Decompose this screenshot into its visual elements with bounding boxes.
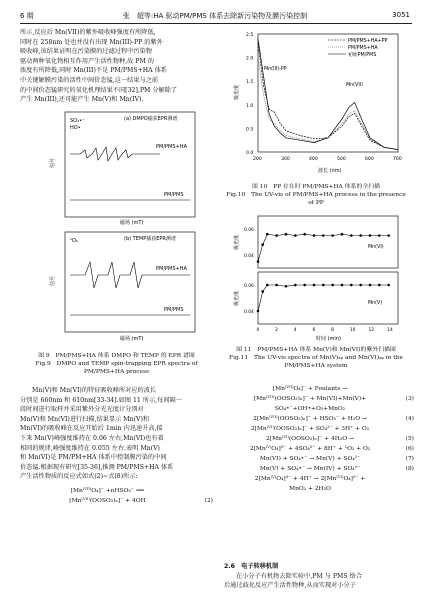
text-line: Mn(VI)的吸收峰在反应开始后 1min 内迅速升高,接 [20,425,163,433]
running-header [20,9,410,23]
fig10-legend-1: PM/PMS+HA+PP [348,39,388,44]
fig9b-frame [65,232,195,332]
equation-line: MnO₂ + 2H₂O [289,486,331,492]
fig11-data-point [303,284,306,287]
fig11-caption-en-1: Fig.11 The UV-vis spectra of Mn(V)ₐᵩ and Mn(VI)ₐᵩ in the [229,355,403,361]
fig9a-spectrum-pmpms-ha [70,147,160,161]
text-line: 吸收峰,该结果证明在污染膜的过滤过程中污染物 [20,48,152,56]
fig11-ytick: 0.06 [244,228,254,233]
text-line: 所示,反应后 Mn(VII)的紫外吸收峰强度有所降低, [20,29,156,36]
text-line: 驱动两种氧化物相互作用产生活性物种,故 PM 的 [20,57,154,65]
fig11-xtick: 6 [312,328,316,333]
fig11a-frame [258,216,398,268]
fig10-xtick: 500 [337,157,346,162]
fig11b-ylabel: 吸光度 [234,290,240,306]
fig10-xlabel: 波长 (nm) [318,168,342,174]
fig9a-line-label-1: PM/PMS+HA [156,144,187,150]
fig10-legend-2: PM/PMS+HA [348,46,378,51]
header-rule [20,23,412,24]
fig9a-legend-ho: HO• [70,125,81,131]
fig10-ytick: 0.5 [246,127,254,133]
fig10-xtick: 200 [253,157,262,162]
fig10-ytick: 1.5 [246,80,254,86]
equation-line: 2[Mn⁽ⱽᴵ⁾(OOSO₃)ₙ]⁻ + SO₄²⁻ + 3H⁺ + O₂ [250,426,370,432]
fig11-ytick: 0.04 [244,310,254,315]
fig11-xtick: 14 [387,328,393,333]
fig11-xtick: 12 [368,328,375,333]
fig9a-ylabel: 信号 [50,157,56,168]
fig10-ytick: 0.0 [246,151,254,156]
fig10-legend-3: 初始PM/PMS [348,53,377,58]
fig11-data-point [369,234,372,237]
text-line: 段时间进行取样并采用紫外分光光度计分别对 [20,406,144,414]
fig10-annot-mn7: Mn(VII) [346,83,364,88]
fig11-data-point [294,234,297,237]
text-line: 后通过歧化反应产生活性物种,从而实现对小分子 [224,582,356,590]
fig11-data-point [378,234,381,237]
fig10-xtick-group [253,156,402,162]
fig11-data-point [261,243,264,246]
fig9a-title: (a) DMPO捕获EPR测谱 [124,116,178,122]
fig10-ytick: 2.0 [246,56,254,62]
fig11-data-point [285,285,288,288]
equation-line: 2[Mn⁽ⱽᴵᴵ⁾(OOSO₃)ₙ]⁻ + HSO₅⁻ + H₂O → (4) [253,416,414,422]
fig9b-line-label-1: PM/PMS+HA [156,266,187,272]
fig10-ytick: 2.5 [246,33,254,38]
fig9-caption-cn: 图 9 PM/PMS+HA 体系 DMPO 和 TEMP 的 EPR 谱图 [38,353,195,359]
equation-line: SO₄•⁻+OH•+O₂+MnO₂ [274,406,346,412]
fig11-data-point [387,284,390,287]
fig10-ytick: 1.0 [246,103,254,109]
fig11-data-point [275,284,278,287]
fig11-xtick: 10 [349,328,356,333]
fig11-data-point [261,290,264,293]
fig10-series-group [258,39,398,150]
fig11-data-point [322,234,325,237]
fig11b-frame [258,272,398,324]
fig10-caption-en-2: of PP [308,200,324,206]
fig10-xtick: 300 [281,157,290,162]
text-line: 在小分子有机物去除实验中,PM 与 PMS 络合 [236,572,362,580]
text-line: 相同的规律,峰强度维持在 0.055 左右.表明 Mn(V) [20,444,160,452]
fig10-series-line-1 [258,43,398,149]
equation-line: 2[Mn⁽ⱽᴵ⁾(OOSO₃)ₙ]⁻ + 4H₂O → (5) [266,436,414,442]
text-line: 的中间价态锰研究的氧化机理结果不同[32],PM 分解除了 [20,86,178,94]
fig10-caption-cn: 图 10 PP 存在时 PM/PMS+HA 体系的全扫描 [251,184,381,190]
fig11-uvvis-chart [228,212,408,344]
fig11-data-point [285,233,288,236]
fig11-ytick: 0.04 [244,254,254,259]
section-2-6 [224,562,414,591]
equation-line: [Mn⁽ⱽᴵᴵ⁾(OOSO₃)ₙ]⁻ + Mn(VI)+Mn(V)+ (3) [253,396,414,402]
fig11-data-point [275,234,278,237]
equation-line: 2[Mn⁽ⱽ⁾O₄]³⁻ + 4H⁺ → 2[Mn⁽ⱽᴵ⁾O₄]²⁻ + [254,476,366,482]
equation-line: 2[Mn⁽ⱽ⁾O₄]³⁻ + 4SO₄²⁻ + 8H⁺ + ¹O₂ + O₂ (6) [249,446,414,452]
text-line: Mn(V)和 Mn(VI)进行扫描,结果显示 Mn(V)和 [20,415,150,423]
fig9-caption-en-1: Fig.9 DMPO and TEMP spin-trapping EPR spectra of [35,361,198,367]
fig11-data-point [341,284,344,287]
issue-number: 6 期 [20,12,34,20]
fig9b-line-label-2: PM/PMS [164,307,184,313]
fig9b-legend-1o2: ¹O₂ [70,238,78,244]
fig11-data-point [369,284,372,287]
fig10-xtick: 700 [393,157,402,162]
text-line: 浓度有所降低,同时 Mn(III)不是 PM/PMS+HA 体系 [20,67,167,75]
fig10-series-line-3 [258,39,398,150]
fig11-data-point [266,284,269,287]
fig9b-xlabel: 磁场 (mT) [120,336,144,342]
text-line: Mn(V)和 Mn(VI)的特征吸收峰所对应的波长 [32,387,157,394]
fig11-xlabel: 时间 (min) [316,336,341,342]
fig9a-xlabel: 磁场 (mT) [120,220,144,226]
text-line: 价态锰.根据现有研究[35-36],推测 PM/PMS+HA 体系 [20,463,174,471]
text-line: 同时在 258nm 处也并没有出现 Mn(III)-PP 的紫外 [20,38,163,46]
fig11-data-point [359,234,362,237]
text-line: 和 Mn(VI)是 PM/PM+HA 体系中控制膜污染的中间 [20,454,167,462]
fig10-caption-en-1: Fig.10 The UV-vis of PM/PMS+HA process in the presence [226,192,406,198]
fig11-data-point [359,284,362,287]
fig11-data-point [294,284,297,287]
page-number: 3051 [392,11,410,19]
fig9a-legend-so4: SO₄•⁻ [70,118,85,124]
equation-line: [Mn⁽ⱽᴵᴵ⁾(OOSO₃)ₙ]⁻ + 4OH (2) [69,498,213,504]
fig9b-title: (b) TEMP捕获EPR测谱 [124,236,176,242]
fig11-data-point [331,234,334,237]
equation-line: Mn(VI) + SO₄•⁻ → Mn(V) + SO₄²⁻ (7) [259,456,414,462]
fig11-data-point [322,284,325,287]
fig11-caption-cn: 图 11 PM/PMS+HA 体系 Mn(V)和 Mn(VI)的紫外扫描图 [236,347,396,353]
text-line: 分别是 660nm 和 610nm[33-34].如图 11 所示,每间隔一 [20,396,182,404]
fig11-data-point [331,284,334,287]
fig11-xtick: 4 [293,328,297,333]
fig11-ytick: 0.06 [244,284,254,289]
fig11a-ylabel: 吸光度 [234,234,240,250]
fig10-annot-mn3pp: Mn(III)-PP [264,67,287,72]
fig11-xtick: 2 [275,328,278,333]
fig11-data-point [257,260,260,263]
fig11-caption-en-2: PM/PMS+HA system [284,363,348,369]
fig10-caption [220,183,412,207]
text-line: 中关键解膜污染的活性中间价态锰,这一结果与之前 [20,76,159,84]
fig11-data-point [313,234,316,237]
equation-line: [Mn⁽ⱽᴵᴵ⁾O₄]⁻ + Foulants → [272,386,348,392]
fig11-data-point [341,233,344,236]
fig11-caption [220,346,412,370]
text-line: 产生活性物质的反应式如式(2)~式(8)所示: [20,473,138,481]
fig11-series-line-2 [258,285,389,311]
fig11-data-point [378,284,381,287]
section-heading: 2.6 电子转移机制 [224,563,279,570]
fig10-uvvis-chart [228,30,408,180]
fig11-data-point [257,310,260,313]
running-title: 张 超等:HA 驱动PM/PMS 体系去除新污染物及膜污染控制 [122,12,308,20]
fig10-xtick: 400 [309,157,318,162]
fig11-tick-group [244,227,393,333]
equation-line: [Mn⁽ⱽᴵᴵ⁾O₄]⁻ +nHSO₅⁻ ⟺ [70,488,145,494]
fig11a-series-label: Mn(VI) [368,245,384,250]
fig10-xtick: 600 [365,157,374,162]
fig11-data-point [303,233,306,236]
fig11-data-point [266,233,269,236]
fig11b-series-label: Mn(V) [368,301,383,306]
fig9b-ylabel: 信号 [50,275,56,286]
equation-line: Mn(V) + SO₄•⁻ → Mn(IV) + SO₄²⁻ (8) [259,466,414,472]
text-line: 下来 Mn(V)峰强度维持在 0.06 左右,Mn(VI)也有着 [20,434,164,442]
fig11-xtick: 0 [256,328,260,333]
left-paragraph-2 [20,386,213,482]
left-paragraph-1 [20,28,213,105]
fig11-xtick: 8 [331,328,334,333]
fig9-epr-figure [40,110,200,350]
fig9a-line-label-2: PM/PMS [164,192,184,198]
fig11-data-point [387,234,390,237]
fig10-ytick-group [246,32,253,156]
left-equations [20,486,213,506]
fig10-ylabel: 吸光度 [234,84,240,100]
text-line: 产生 Mn(III),还可能产生 Mn(V)和 Mn(IV). [20,96,144,104]
fig11-data-point [350,234,353,237]
fig9-caption-en-2: PM/PMS+HA process [83,369,150,375]
fig9a-frame [65,112,195,217]
right-equations [224,384,414,494]
fig9-caption [20,352,213,376]
fig11-data-point [313,284,316,287]
fig11-data-point [350,284,353,287]
fig10-plot-frame [258,34,398,152]
